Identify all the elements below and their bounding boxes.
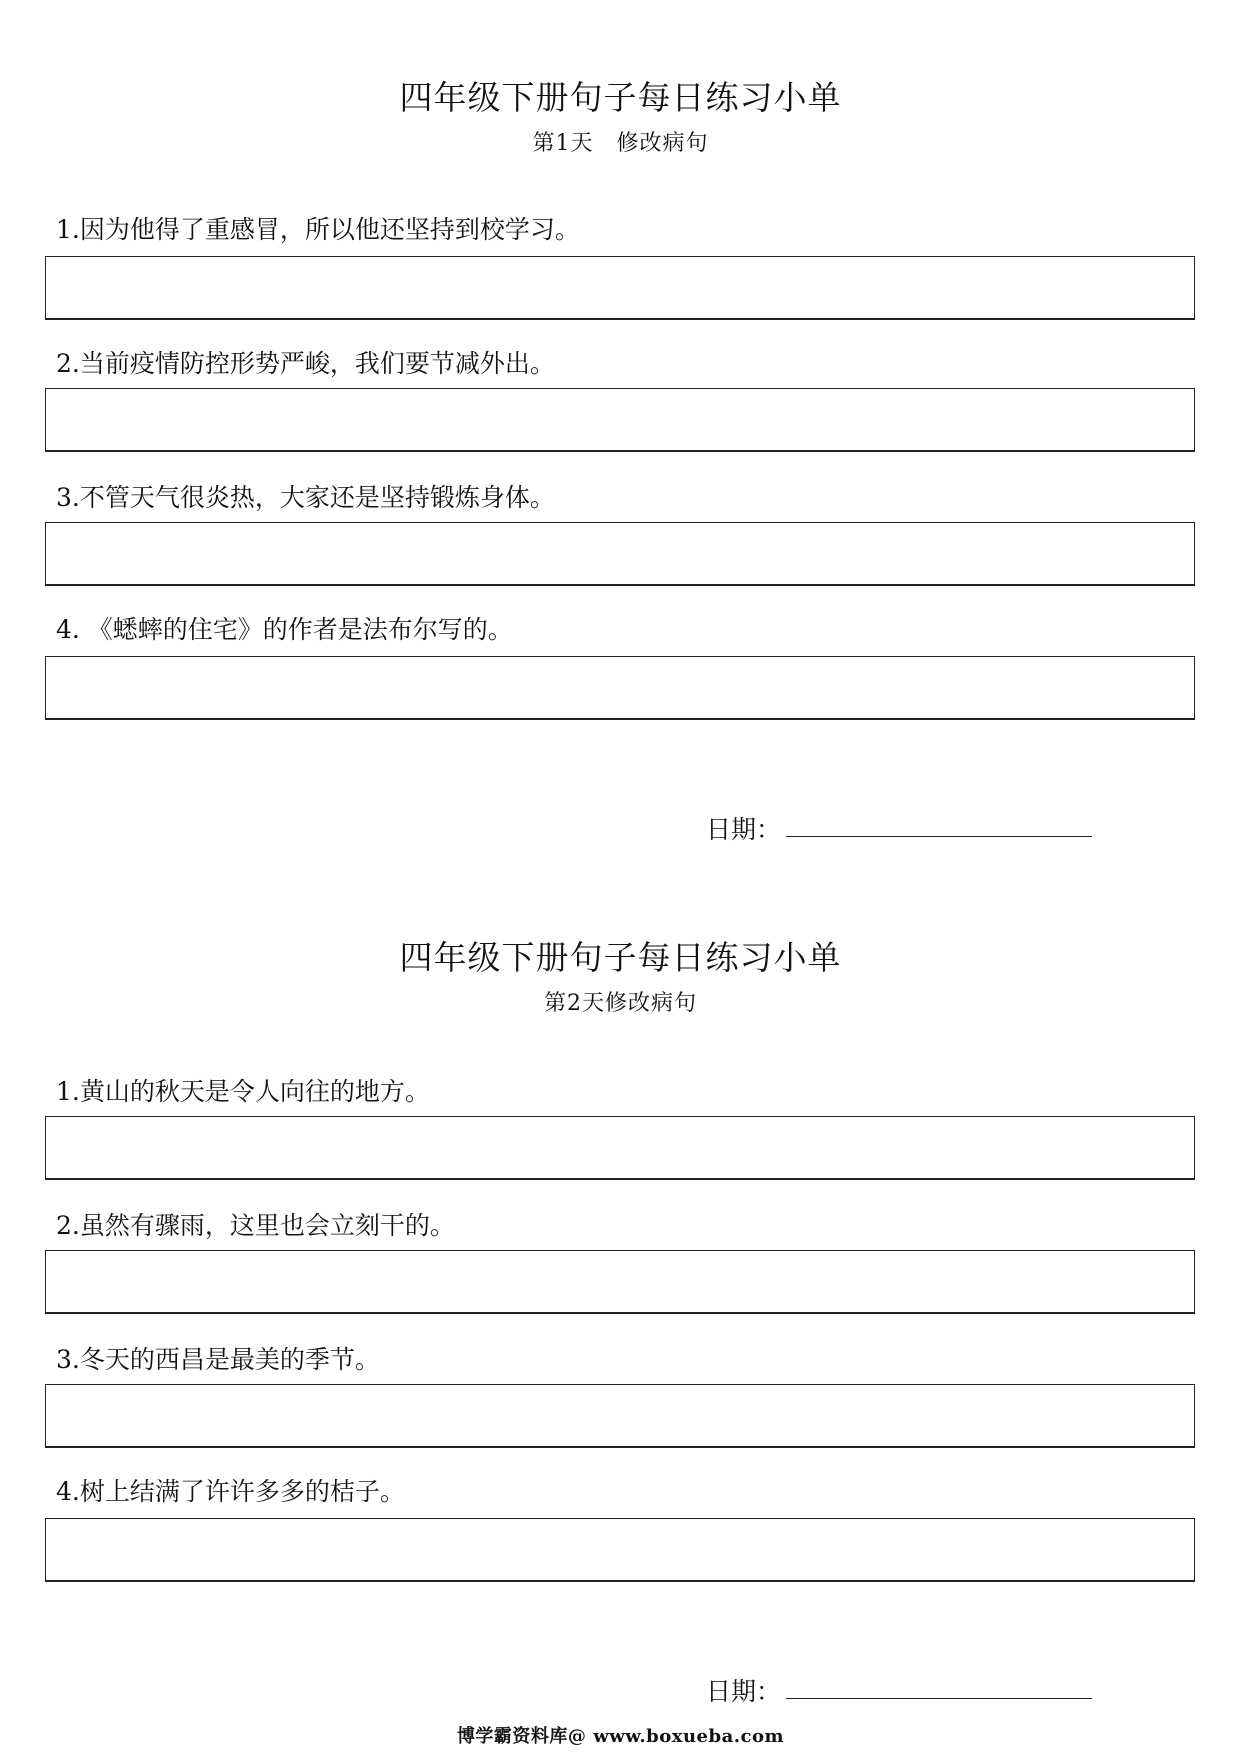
sheet2-answer-box-2[interactable] <box>45 1250 1195 1314</box>
sheet1-question-2: 2.当前疫情防控形势严峻，我们要节减外出。 <box>56 349 555 378</box>
footer-watermark: 博学霸资料库@ www.boxueba.com <box>456 1726 785 1747</box>
sheet1-date-label: 日期： <box>706 815 782 844</box>
sheet1-answer-box-2[interactable] <box>45 388 1195 452</box>
sheet1-answer-box-1[interactable] <box>45 256 1195 320</box>
sheet2-answer-box-4[interactable] <box>45 1518 1195 1582</box>
sheet1-question-1: 1.因为他得了重感冒，所以他还坚持到校学习。 <box>56 215 580 244</box>
sheet2-subtitle: 第2天修改病句 <box>544 991 697 1016</box>
sheet1-question-3: 3.不管天气很炎热，大家还是坚持锻炼身体。 <box>56 483 555 512</box>
sheet2-date-label: 日期： <box>706 1677 782 1706</box>
sheet1-answer-box-3[interactable] <box>45 522 1195 586</box>
sheet2-date-line[interactable] <box>786 1698 1092 1699</box>
sheet1-subtitle: 第1天 修改病句 <box>532 131 709 156</box>
sheet1-date-line[interactable] <box>786 836 1092 837</box>
sheet2-question-1: 1.黄山的秋天是令人向往的地方。 <box>56 1077 430 1106</box>
sheet1-title: 四年级下册句子每日练习小单 <box>399 78 842 117</box>
sheet2-question-3: 3.冬天的西昌是最美的季节。 <box>56 1345 380 1374</box>
sheet2-answer-box-1[interactable] <box>45 1116 1195 1180</box>
sheet2-question-4: 4.树上结满了许许多多的桔子。 <box>56 1477 405 1506</box>
sheet2-question-2: 2.虽然有骤雨，这里也会立刻干的。 <box>56 1211 455 1240</box>
sheet1-answer-box-4[interactable] <box>45 656 1195 720</box>
sheet1-question-4: 4. 《蟋蟀的住宅》的作者是法布尔写的。 <box>56 615 513 644</box>
sheet2-title: 四年级下册句子每日练习小单 <box>399 938 842 977</box>
sheet2-answer-box-3[interactable] <box>45 1384 1195 1448</box>
